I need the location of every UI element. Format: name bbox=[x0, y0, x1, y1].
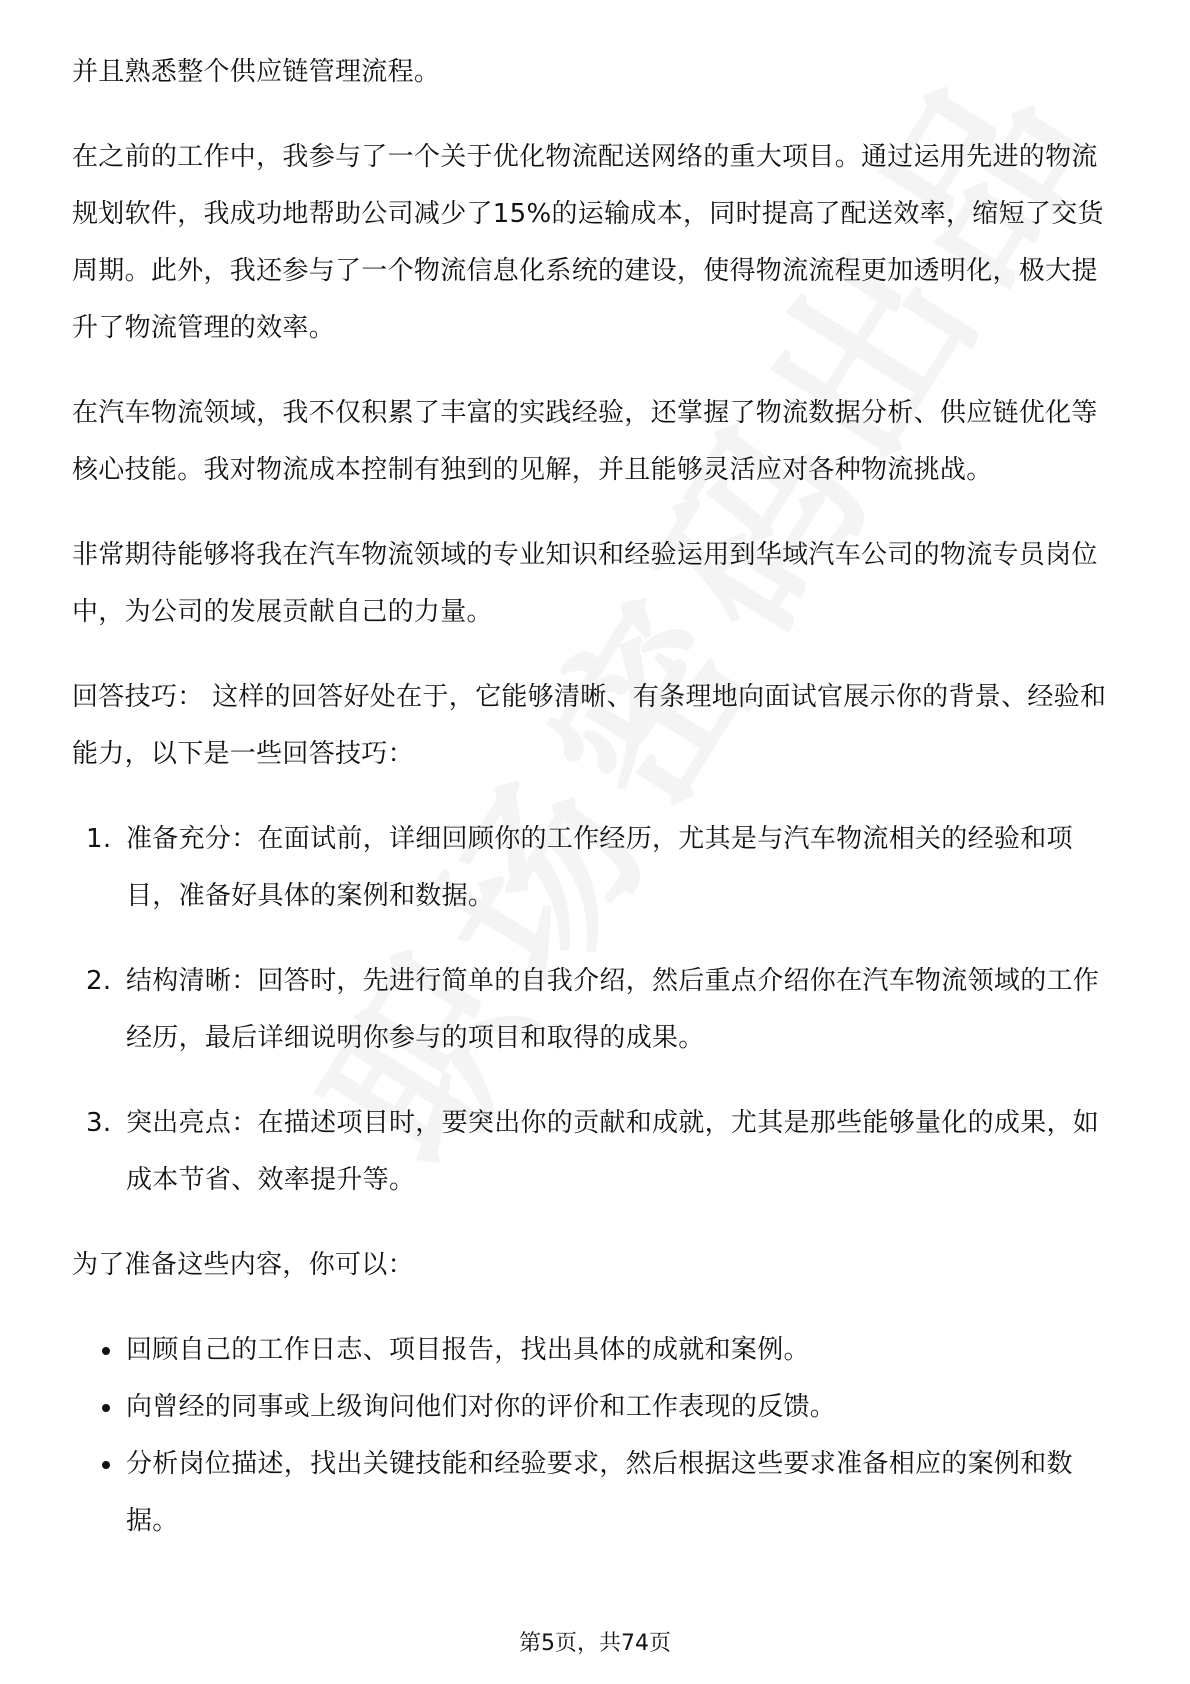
list-item bbox=[72, 1095, 1118, 1209]
paragraph: 在汽车物流领域，我不仅积累了丰富的实践经验，还掌握了物流数据分析、供应链优化等核心技能。我对物流成本控制有独到的见解，并且能够灵活应对各种物流挑战。 bbox=[72, 398, 1098, 485]
list-item-text: 分析岗位描述，找出关键技能和经验要求，然后根据这些要求准备相应的案例和数据。 bbox=[126, 1449, 1073, 1536]
list-item bbox=[72, 1436, 1118, 1550]
list-number: 3. bbox=[86, 1108, 112, 1138]
list-item-text: 回顾自己的工作日志、项目报告，找出具体的成就和案例。 bbox=[126, 1335, 810, 1365]
list-number: 2. bbox=[86, 966, 112, 996]
bullet-icon bbox=[102, 1404, 110, 1412]
tips-list bbox=[72, 811, 1118, 1209]
list-item-text: 向曾经的同事或上级询问他们对你的评价和工作表现的反馈。 bbox=[126, 1392, 837, 1422]
answer-tips-intro: 回答技巧： 这样的回答好处在于，它能够清晰、有条理地向面试官展示你的背景、经验和能力，以下是一些回答技巧： bbox=[72, 682, 1107, 769]
list-item-text: 结构清晰：回答时，先进行简单的自我介绍，然后重点介绍你在汽车物流领域的工作经历，最后详细说明你参与的项目和取得的成果。 bbox=[126, 966, 1100, 1053]
bullet-icon bbox=[102, 1347, 110, 1355]
prep-intro: 为了准备这些内容，你可以： bbox=[72, 1250, 414, 1280]
paragraph: 在之前的工作中，我参与了一个关于优化物流配送网络的重大项目。通过运用先进的物流规划软件，我成功地帮助公司减少了15%的运输成本，同时提高了配送效率，缩短了交货周期。此外，我还参与了一个物流信息化系统的建设，使得物流流程更加透明化，极大提升了物流管理的效率。 bbox=[72, 142, 1104, 343]
list-item bbox=[72, 953, 1118, 1067]
list-number: 1. bbox=[86, 824, 112, 854]
document-body bbox=[72, 44, 1118, 1550]
list-item-text: 突出亮点：在描述项目时，要突出你的贡献和成就，尤其是那些能够量化的成果，如成本节省、效率提升等。 bbox=[126, 1108, 1100, 1195]
page-footer: 第5页，共74页 bbox=[519, 1631, 671, 1656]
paragraph: 非常期待能够将我在汽车物流领域的专业知识和经验运用到华域汽车公司的物流专员岗位中，为公司的发展贡献自己的力量。 bbox=[72, 540, 1098, 627]
paragraph: 并且熟悉整个供应链管理流程。 bbox=[72, 57, 441, 87]
list-item bbox=[72, 1322, 1118, 1379]
prep-list bbox=[72, 1322, 1118, 1550]
bullet-icon bbox=[102, 1461, 110, 1469]
list-item bbox=[72, 811, 1118, 925]
list-item-text: 准备充分：在面试前，详细回顾你的工作经历，尤其是与汽车物流相关的经验和项目，准备好具体的案例和数据。 bbox=[126, 824, 1073, 911]
list-item bbox=[72, 1379, 1118, 1436]
